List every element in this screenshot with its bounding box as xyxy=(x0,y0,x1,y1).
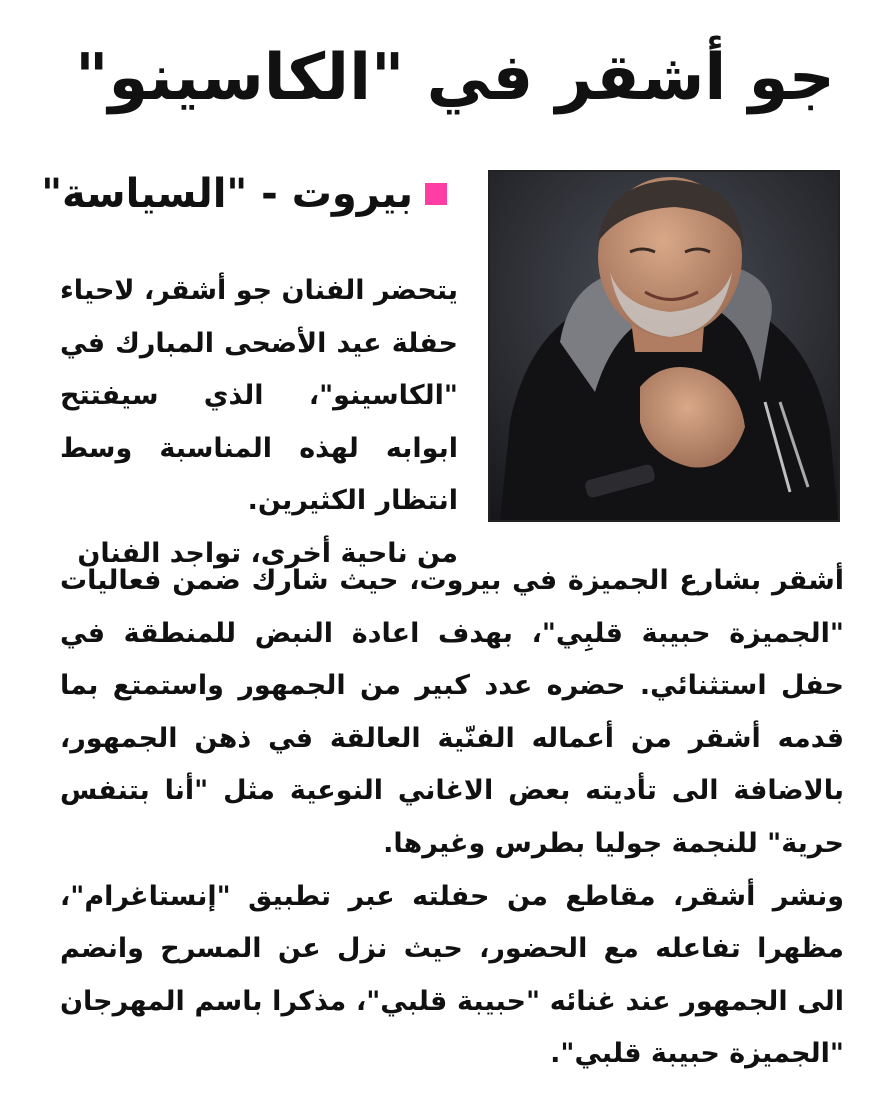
article-headline: جو أشقر في "الكاسينو" xyxy=(75,41,835,115)
byline xyxy=(27,164,447,224)
byline-text: بيروت - "السياسة" xyxy=(41,171,413,217)
paragraph-3: ونشر أشقر، مقاطع من حفلته عبر تطبيق "إنستاغرام"، مظهرا تفاعله مع الحضور، حيث نزل عن المسرح وانضم الى الجمهور عند غنائه "حبيبة قلبي"، مذكرا باسم المهرجان "الجميزة حبيبة قلبي". xyxy=(60,880,844,1070)
paragraph-1: يتحضر الفنان جو أشقر، لاحياء حفلة عيد الأضحى المبارك في "الكاسينو"، الذي سيفتتح ابوابه لهذه المناسبة وسط انتظار الكثيرين. xyxy=(60,275,458,517)
byline-marker-icon xyxy=(425,183,447,205)
article-photo xyxy=(488,170,840,522)
article-column-narrow xyxy=(60,265,458,581)
paragraph-2-start: من ناحية أخرى، تواجد الفنان xyxy=(77,537,458,569)
portrait-photo-icon xyxy=(490,172,838,520)
paragraph-2-rest: أشقر بشارع الجميزة في بيروت، حيث شارك ضمن فعاليات "الجميزة حبيبة قلبِي"، بهدف اعادة النبض للمنطقة في حفل استثنائي. حضره عدد كبير من الجمهور واستمتع بما قدمه أشقر من أعماله الفنّية العالقة في ذهن الجمهور، بالاضافة الى تأديته بعض الاغاني النوعية مثل "أنا بتنفس حرية" للنجمة جوليا بطرس وغيرها. xyxy=(60,565,844,859)
article-column-wide xyxy=(60,555,844,1081)
